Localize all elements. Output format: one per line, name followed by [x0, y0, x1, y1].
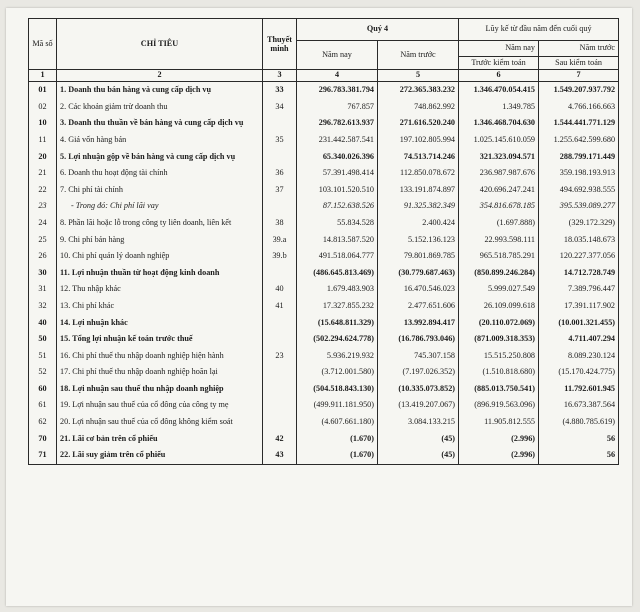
row-ytd-prev-year: 14.712.728.749 — [539, 265, 619, 282]
column-number-row — [29, 70, 619, 82]
row-code: 32 — [29, 298, 57, 315]
table-row — [29, 331, 619, 348]
row-quarter-this-year: (502.294.624.778) — [297, 331, 378, 348]
row-ytd-this-year: 354.816.678.185 — [459, 198, 539, 215]
row-ytd-this-year: 26.109.099.618 — [459, 298, 539, 315]
header-quarter: Quý 4 — [297, 19, 459, 41]
table-row — [29, 430, 619, 447]
row-ytd-this-year: 1.025.145.610.059 — [459, 132, 539, 149]
row-code: 40 — [29, 314, 57, 331]
row-note — [263, 148, 297, 165]
report-page — [6, 8, 632, 606]
col-number: 7 — [539, 70, 619, 82]
row-ytd-prev-year: 8.089.230.124 — [539, 348, 619, 365]
row-quarter-this-year: (504.518.843.130) — [297, 381, 378, 398]
row-code: 24 — [29, 215, 57, 232]
row-quarter-this-year: 296.782.613.937 — [297, 115, 378, 132]
row-note — [263, 364, 297, 381]
row-quarter-prev-year: 16.470.546.023 — [378, 281, 459, 298]
header-indicator: CHỈ TIÊU — [57, 19, 263, 70]
table-row — [29, 82, 619, 99]
row-label: 22. Lãi suy giảm trên cổ phiếu — [57, 447, 263, 464]
row-ytd-this-year: 1.349.785 — [459, 99, 539, 116]
row-ytd-prev-year: 4.711.407.294 — [539, 331, 619, 348]
table-row — [29, 115, 619, 132]
row-label: 20. Lợi nhuận sau thuế của cổ đông không kiểm soát — [57, 414, 263, 431]
row-ytd-prev-year: (4.880.785.619) — [539, 414, 619, 431]
row-quarter-prev-year: 748.862.992 — [378, 99, 459, 116]
row-note — [263, 381, 297, 398]
row-code: 02 — [29, 99, 57, 116]
col-number: 3 — [263, 70, 297, 82]
row-quarter-this-year: 491.518.064.777 — [297, 248, 378, 265]
row-label: 12. Thu nhập khác — [57, 281, 263, 298]
row-quarter-this-year: 87.152.638.526 — [297, 198, 378, 215]
row-note: 33 — [263, 82, 297, 99]
row-label: 5. Lợi nhuận gộp về bán hàng và cung cấp dịch vụ — [57, 148, 263, 165]
row-quarter-prev-year: 74.513.714.246 — [378, 148, 459, 165]
row-quarter-this-year: 17.327.855.232 — [297, 298, 378, 315]
row-ytd-prev-year: 56 — [539, 447, 619, 464]
row-quarter-prev-year: 91.325.382.349 — [378, 198, 459, 215]
row-quarter-prev-year: 5.152.136.123 — [378, 231, 459, 248]
row-quarter-prev-year: (10.335.073.852) — [378, 381, 459, 398]
row-ytd-this-year: 965.518.785.291 — [459, 248, 539, 265]
row-ytd-prev-year: 1.255.642.599.680 — [539, 132, 619, 149]
row-label: 1. Doanh thu bán hàng và cung cấp dịch vụ — [57, 82, 263, 99]
row-ytd-this-year: 420.696.247.241 — [459, 182, 539, 199]
row-quarter-prev-year: (30.779.687.463) — [378, 265, 459, 282]
row-quarter-prev-year: (45) — [378, 430, 459, 447]
header-code: Mã số — [29, 19, 57, 70]
row-label: 6. Doanh thu hoạt động tài chính — [57, 165, 263, 182]
row-quarter-prev-year: (7.197.026.352) — [378, 364, 459, 381]
row-label: 13. Chi phí khác — [57, 298, 263, 315]
row-ytd-prev-year: (10.001.321.455) — [539, 314, 619, 331]
table-row — [29, 281, 619, 298]
table-row — [29, 231, 619, 248]
row-note — [263, 331, 297, 348]
header-ytd-this-year: Năm nay — [459, 41, 539, 57]
table-row — [29, 215, 619, 232]
row-code: 11 — [29, 132, 57, 149]
header-ytd-prev-year: Năm trước — [539, 41, 619, 57]
row-note — [263, 397, 297, 414]
table-row — [29, 99, 619, 116]
row-quarter-prev-year: 133.191.874.897 — [378, 182, 459, 199]
row-label: 11. Lợi nhuận thuần từ hoạt động kinh doanh — [57, 265, 263, 282]
row-ytd-this-year: (20.110.072.069) — [459, 314, 539, 331]
table-row — [29, 148, 619, 165]
header-q-this-year: Năm nay — [297, 41, 378, 70]
row-ytd-this-year: 11.905.812.555 — [459, 414, 539, 431]
row-quarter-this-year: (1.670) — [297, 447, 378, 464]
row-note — [263, 198, 297, 215]
row-quarter-this-year: (486.645.813.469) — [297, 265, 378, 282]
table-row — [29, 348, 619, 365]
row-code: 30 — [29, 265, 57, 282]
row-quarter-this-year: 296.783.381.794 — [297, 82, 378, 99]
row-note: 35 — [263, 132, 297, 149]
table-body — [29, 82, 619, 465]
row-note — [263, 414, 297, 431]
row-code: 26 — [29, 248, 57, 265]
row-ytd-prev-year: 7.389.796.447 — [539, 281, 619, 298]
row-ytd-this-year: 5.999.027.549 — [459, 281, 539, 298]
row-quarter-this-year: 767.857 — [297, 99, 378, 116]
row-quarter-this-year: (15.648.811.329) — [297, 314, 378, 331]
row-quarter-prev-year: 79.801.869.785 — [378, 248, 459, 265]
row-quarter-prev-year: 271.616.520.240 — [378, 115, 459, 132]
row-ytd-prev-year: 18.035.148.673 — [539, 231, 619, 248]
row-quarter-this-year: (499.911.181.950) — [297, 397, 378, 414]
table-row — [29, 132, 619, 149]
row-ytd-prev-year: (15.170.424.775) — [539, 364, 619, 381]
row-label: 16. Chi phí thuế thu nhập doanh nghiệp hiện hành — [57, 348, 263, 365]
row-quarter-prev-year: (13.419.207.067) — [378, 397, 459, 414]
row-code: 51 — [29, 348, 57, 365]
table-row — [29, 248, 619, 265]
row-ytd-this-year: 15.515.250.808 — [459, 348, 539, 365]
row-ytd-prev-year: 1.549.207.937.792 — [539, 82, 619, 99]
row-code: 50 — [29, 331, 57, 348]
table-row — [29, 298, 619, 315]
row-quarter-this-year: (4.607.661.180) — [297, 414, 378, 431]
row-quarter-this-year: 57.391.498.414 — [297, 165, 378, 182]
row-note: 34 — [263, 99, 297, 116]
row-label: 2. Các khoản giảm trừ doanh thu — [57, 99, 263, 116]
row-ytd-prev-year: 494.692.938.555 — [539, 182, 619, 199]
table-row — [29, 198, 619, 215]
row-quarter-prev-year: 112.850.078.672 — [378, 165, 459, 182]
income-statement-table — [28, 18, 619, 465]
row-code: 60 — [29, 381, 57, 398]
row-code: 01 — [29, 82, 57, 99]
row-label: - Trong đó: Chi phí lãi vay — [57, 198, 263, 215]
row-note — [263, 314, 297, 331]
row-quarter-this-year: (3.712.001.580) — [297, 364, 378, 381]
row-quarter-prev-year: 2.400.424 — [378, 215, 459, 232]
row-ytd-prev-year: 16.673.387.564 — [539, 397, 619, 414]
row-ytd-prev-year: (329.172.329) — [539, 215, 619, 232]
row-quarter-prev-year: 13.992.894.417 — [378, 314, 459, 331]
header-note — [263, 19, 297, 70]
header-q-prev-year: Năm trước — [378, 41, 459, 70]
row-ytd-this-year: (2.996) — [459, 430, 539, 447]
row-ytd-this-year: (885.013.750.541) — [459, 381, 539, 398]
row-label: 14. Lợi nhuận khác — [57, 314, 263, 331]
row-label: 15. Tổng lợi nhuận kế toán trước thuế — [57, 331, 263, 348]
row-label: 18. Lợi nhuận sau thuế thu nhập doanh nghiệp — [57, 381, 263, 398]
row-ytd-this-year: (1.697.888) — [459, 215, 539, 232]
row-note — [263, 265, 297, 282]
row-quarter-this-year: 65.340.026.396 — [297, 148, 378, 165]
row-label: 7. Chi phí tài chính — [57, 182, 263, 199]
table-row — [29, 265, 619, 282]
row-note: 41 — [263, 298, 297, 315]
header-note-text: Thuyết minh — [266, 34, 293, 53]
row-quarter-this-year: 103.101.520.510 — [297, 182, 378, 199]
row-quarter-this-year: 5.936.219.932 — [297, 348, 378, 365]
row-label: 21. Lãi cơ bản trên cổ phiếu — [57, 430, 263, 447]
row-ytd-this-year: 1.346.470.054.415 — [459, 82, 539, 99]
table-row — [29, 314, 619, 331]
row-note: 39.a — [263, 231, 297, 248]
row-note: 40 — [263, 281, 297, 298]
row-ytd-this-year: (2.996) — [459, 447, 539, 464]
row-ytd-prev-year: 359.198.193.913 — [539, 165, 619, 182]
header-after-audit: Sau kiểm toán — [539, 57, 619, 70]
row-ytd-this-year: 321.323.094.571 — [459, 148, 539, 165]
row-quarter-this-year: 231.442.587.541 — [297, 132, 378, 149]
row-code: 10 — [29, 115, 57, 132]
row-ytd-prev-year: 17.391.117.902 — [539, 298, 619, 315]
row-code: 71 — [29, 447, 57, 464]
row-code: 61 — [29, 397, 57, 414]
row-note — [263, 115, 297, 132]
row-code: 62 — [29, 414, 57, 431]
row-ytd-this-year: (850.899.246.284) — [459, 265, 539, 282]
row-quarter-prev-year: 197.102.805.994 — [378, 132, 459, 149]
row-quarter-prev-year: 2.477.651.606 — [378, 298, 459, 315]
row-ytd-this-year: (1.510.818.680) — [459, 364, 539, 381]
row-code: 25 — [29, 231, 57, 248]
row-quarter-prev-year: 3.084.133.215 — [378, 414, 459, 431]
row-label: 4. Giá vốn hàng bán — [57, 132, 263, 149]
row-quarter-this-year: 1.679.483.903 — [297, 281, 378, 298]
row-note: 39.b — [263, 248, 297, 265]
table-row — [29, 165, 619, 182]
row-quarter-prev-year: 745.307.158 — [378, 348, 459, 365]
table-row — [29, 182, 619, 199]
row-label: 17. Chi phí thuế thu nhập doanh nghiệp hoãn lại — [57, 364, 263, 381]
row-ytd-prev-year: 11.792.601.945 — [539, 381, 619, 398]
col-number: 4 — [297, 70, 378, 82]
row-code: 31 — [29, 281, 57, 298]
row-code: 23 — [29, 198, 57, 215]
row-quarter-prev-year: 272.365.383.232 — [378, 82, 459, 99]
table-row — [29, 397, 619, 414]
row-label: 3. Doanh thu thuần về bán hàng và cung cấp dịch vụ — [57, 115, 263, 132]
row-label: 8. Phần lãi hoặc lỗ trong công ty liên doanh, liên kết — [57, 215, 263, 232]
row-note: 36 — [263, 165, 297, 182]
table-header — [29, 19, 619, 82]
row-ytd-this-year: (871.009.318.353) — [459, 331, 539, 348]
row-label: 10. Chi phí quản lý doanh nghiệp — [57, 248, 263, 265]
row-code: 22 — [29, 182, 57, 199]
row-ytd-this-year: 236.987.987.676 — [459, 165, 539, 182]
row-ytd-prev-year: 1.544.441.771.129 — [539, 115, 619, 132]
row-ytd-this-year: 22.993.598.111 — [459, 231, 539, 248]
row-label: 19. Lợi nhuận sau thuế của cổ đông của công ty mẹ — [57, 397, 263, 414]
row-quarter-prev-year: (16.786.793.046) — [378, 331, 459, 348]
row-ytd-prev-year: 4.766.166.663 — [539, 99, 619, 116]
row-note: 38 — [263, 215, 297, 232]
table-row — [29, 381, 619, 398]
col-number: 6 — [459, 70, 539, 82]
header-ytd: Lũy kế từ đầu năm đến cuối quý — [459, 19, 619, 41]
row-ytd-prev-year: 288.799.171.449 — [539, 148, 619, 165]
row-label: 9. Chi phí bán hàng — [57, 231, 263, 248]
row-note: 43 — [263, 447, 297, 464]
row-code: 21 — [29, 165, 57, 182]
row-ytd-this-year: (896.919.563.096) — [459, 397, 539, 414]
row-quarter-prev-year: (45) — [378, 447, 459, 464]
row-quarter-this-year: (1.670) — [297, 430, 378, 447]
row-ytd-prev-year: 395.539.089.277 — [539, 198, 619, 215]
row-note: 23 — [263, 348, 297, 365]
row-code: 20 — [29, 148, 57, 165]
row-quarter-this-year: 14.813.587.520 — [297, 231, 378, 248]
col-number: 1 — [29, 70, 57, 82]
row-note: 42 — [263, 430, 297, 447]
table-row — [29, 414, 619, 431]
row-code: 70 — [29, 430, 57, 447]
table-row — [29, 447, 619, 464]
row-ytd-this-year: 1.346.468.704.630 — [459, 115, 539, 132]
row-ytd-prev-year: 56 — [539, 430, 619, 447]
row-ytd-prev-year: 120.227.377.056 — [539, 248, 619, 265]
row-quarter-this-year: 55.834.528 — [297, 215, 378, 232]
row-note: 37 — [263, 182, 297, 199]
col-number: 5 — [378, 70, 459, 82]
col-number: 2 — [57, 70, 263, 82]
row-code: 52 — [29, 364, 57, 381]
table-row — [29, 364, 619, 381]
header-before-audit: Trước kiểm toán — [459, 57, 539, 70]
